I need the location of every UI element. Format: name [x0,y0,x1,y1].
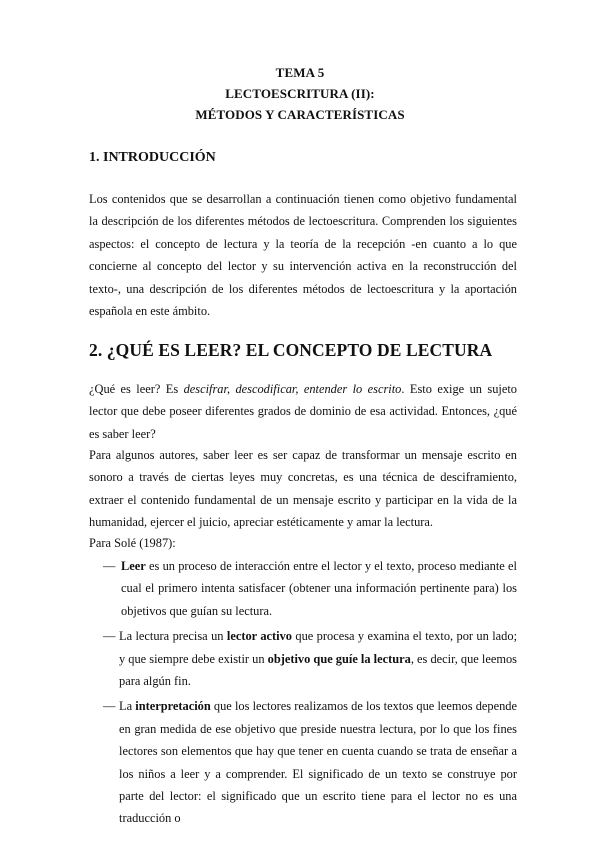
sole-bullet-list [89,555,517,833]
bullet-item [89,555,517,622]
bullet-text: que los lectores realizamos de los textos que leemos depende en gran medida de ese objetivo que preside nuestra lectura, por lo que los fines lectores son elementos que hay que tener en cuenta cuando se trata de enseñar a los niños a leer y a comprender. El significado de un texto se construye por parte del lector: el significado que un escrito tiene para el lector no es una traducción o [119,699,517,826]
authors-paragraph: Para algunos autores, saber leer es ser capaz de transformar un mensaje escrito en sonoro a través de ciertas leyes muy concretas, es una técnica de desciframiento, extraer el contenido fundamental de un mensaje escrito y participar en la vida de la humanidad, ejercer el juicio, apreciar estéticamente y amar la lectura. [89,448,517,530]
bullet-item [89,625,517,692]
bullet-bold-term: interpretación [135,699,211,714]
title-line-2: LECTOESCRITURA (II): [225,86,375,101]
bullet-bold-term: Leer [121,559,146,573]
bullet-text: La lectura precisa un [119,629,227,644]
bullet-text: es un proceso de interacción entre el lector y el texto, proceso mediante el cual el primero intenta satisfacer (obtener una información pertinente para) los objetivos que guían su lectura. [121,559,517,618]
sole-intro: Para Solé (1987): [89,536,176,550]
bullet-bold-term: objetivo que guíe la lectura [267,651,411,666]
dash-bullet-icon: — [103,559,115,573]
bullet-text: La [119,699,136,714]
definition-italic: descifrar, descodificar, entender lo escrito [183,382,402,396]
intro-paragraph: Los contenidos que se desarrollan a continuación tienen como objetivo fundamental la descripción de los diferentes métodos de lectoescritura. Comprenden los siguientes aspectos: el concepto de lectura y la teoría de la recepción -en cuanto a lo que concierne al concepto del lector y su intervención activa en la reconstrucción del texto-, una descripción de los diferentes métodos de lectoescritura y la aportación española en este ámbito. [89,192,517,319]
title-line-3: MÉTODOS Y CARACTERÍSTICAS [195,107,405,122]
bullet-bold-term: lector activo [226,629,292,644]
bullet-item [89,695,517,829]
bullet-text: , es decir, que leemos para algún fin. [119,651,517,689]
document-title [0,62,600,125]
dash-bullet-icon: — [103,699,115,714]
section-1-heading: 1. INTRODUCCIÓN [89,150,216,165]
question-text-continued: . Esto exige un sujeto lector que debe poseer diferentes grados de dominio de esa actividad. Entonces, ¿qué es saber leer? [89,382,517,441]
bullet-text: que procesa y examina el texto, por un lado; y que siempre debe existir un [119,629,518,666]
title-line-1: TEMA 5 [275,65,325,80]
section-2-heading: 2. ¿QUÉ ES LEER? EL CONCEPTO DE LECTURA [89,340,493,360]
question-text: ¿Qué es leer? Es [89,382,184,396]
what-is-reading-paragraph [89,378,517,445]
dash-bullet-icon: — [103,629,115,644]
